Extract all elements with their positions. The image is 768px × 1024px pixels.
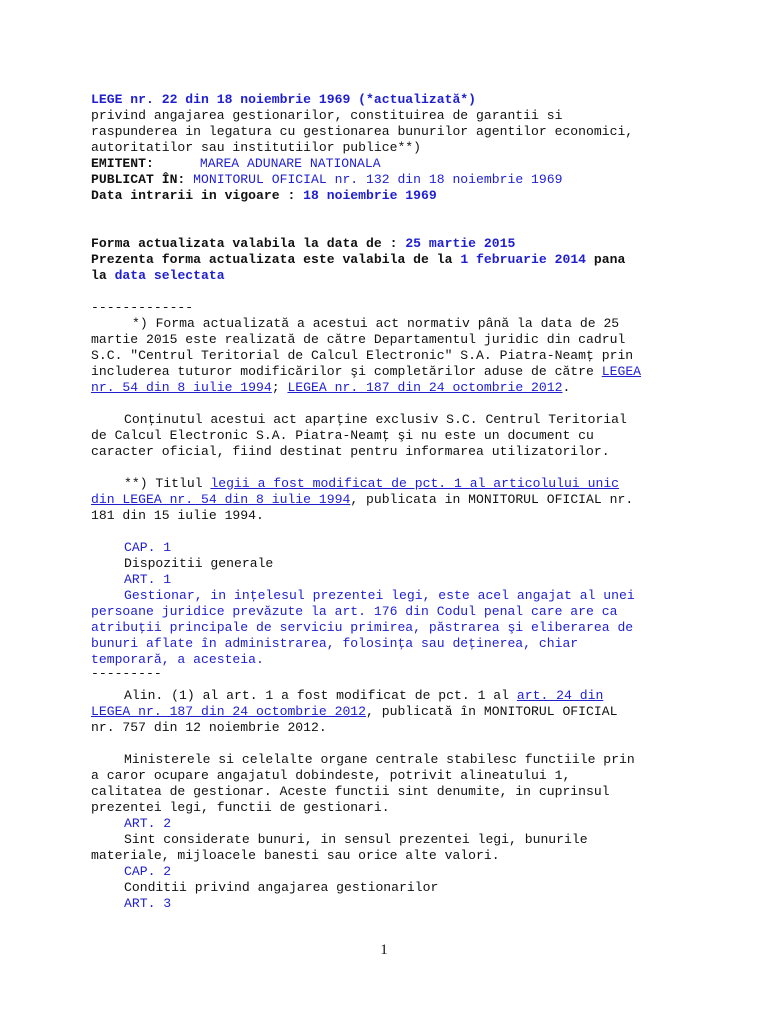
pana-word: pana xyxy=(593,252,626,267)
note2-line: Conţinutul acestui act aparţine exclusiv S.C. Centrul Teritorial xyxy=(124,412,627,427)
ministere-line: prezentei legi, functii de gestionari. xyxy=(91,800,390,815)
note2-line: caracter oficial, fiind destinat pentru informarea utilizatorilor. xyxy=(91,444,610,459)
law-subtitle-line: privind angajarea gestionarilor, constituirea de garantii si xyxy=(91,108,563,123)
ministere-line: Ministerele si celelalte organe centrale stabilesc functiile prin xyxy=(124,752,635,767)
legea-54-link[interactable]: LEGEA xyxy=(601,364,642,379)
vigoare-value: 18 noiembrie 1969 xyxy=(303,188,437,203)
prezenta-date: 1 februarie 2014 xyxy=(460,252,587,267)
data-selectata-link[interactable]: data selectata xyxy=(114,268,225,283)
note1-text: includerea tuturor modificărilor şi completărilor aduse de către xyxy=(91,364,594,379)
alin-note-line: nr. 757 din 12 noiembrie 2012. xyxy=(91,720,327,735)
forma-label: Forma actualizata valabila la data de : xyxy=(91,236,398,251)
cap2-heading[interactable]: CAP. 2 xyxy=(124,864,172,879)
separator: --------- xyxy=(91,666,162,681)
emitent-value: MAREA ADUNARE NATIONALA xyxy=(199,156,381,171)
alin-prefix: Alin. (1) al art. 1 a fost modificat de pct. 1 al xyxy=(124,688,510,703)
forma-date: 25 martie 2015 xyxy=(405,236,516,251)
note3-suffix: , publicata in MONITORUL OFICIAL nr. xyxy=(350,492,634,507)
cap1-title: Dispozitii generale xyxy=(124,556,274,571)
note3-prefix: **) Titlul xyxy=(124,476,203,491)
prezenta-row xyxy=(91,252,625,268)
note3-line: 181 din 15 iulie 1994. xyxy=(91,508,264,523)
art1-line: bunuri aflate în administrarea, folosinţa sau deţinerea, chiar xyxy=(91,636,579,651)
art2-line: Sint considerate bunuri, in sensul prezentei legi, bunurile xyxy=(124,832,588,847)
note1-separator: ; xyxy=(271,380,280,395)
law-subtitle-line: raspunderea in legatura cu gestionarea bunurilor agentilor economici, xyxy=(91,124,634,139)
publicat-row xyxy=(91,172,562,188)
note3-line xyxy=(91,492,633,508)
note1-line xyxy=(91,364,641,380)
legea-187-link[interactable]: LEGEA nr. 187 din 24 octombrie 2012 xyxy=(91,704,367,719)
art1-line: persoane juridice prevăzute la art. 176 din Codul penal care are ca xyxy=(91,604,618,619)
legea-187-link[interactable]: LEGEA nr. 187 din 24 octombrie 2012 xyxy=(287,380,563,395)
alin-note-line xyxy=(124,688,603,704)
art3-heading[interactable]: ART. 3 xyxy=(124,896,172,911)
legea-54-link[interactable]: nr. 54 din 8 iulie 1994 xyxy=(91,380,272,395)
la-word: la xyxy=(91,268,107,283)
alin-suffix: , publicată în MONITORUL OFICIAL xyxy=(366,704,618,719)
art2-line: materiale, mijloacele banesti sau orice alte valori. xyxy=(91,848,500,863)
art1-line: atribuţii principale de serviciu primirea, păstrarea şi eliberarea de xyxy=(91,620,634,635)
publicat-label: PUBLICAT ÎN: xyxy=(91,172,186,187)
emitent-row xyxy=(91,156,381,172)
prezenta-label: Prezenta forma actualizata este valabila de la xyxy=(91,252,453,267)
note1-line: *) Forma actualizată a acestui act normativ până la data de 25 xyxy=(132,316,620,331)
forma-row xyxy=(91,236,515,252)
cap1-heading[interactable]: CAP. 1 xyxy=(124,540,172,555)
separator: ------------- xyxy=(91,300,194,315)
note1-line: S.C. "Centrul Teritorial de Calcul Electronic" S.A. Piatra-Neamţ prin xyxy=(91,348,634,363)
art2-heading[interactable]: ART. 2 xyxy=(124,816,172,831)
note1-line xyxy=(91,380,570,396)
law-subtitle-line: autoritatilor sau institutiilor publice**) xyxy=(91,140,422,155)
publicat-value: MONITORUL OFICIAL nr. 132 din 18 noiembrie 1969 xyxy=(193,172,563,187)
page-number: 1 xyxy=(380,942,388,958)
ministere-line: a caror ocupare angajatul dobindeste, potrivit alineatului 1, xyxy=(91,768,571,783)
art1-line: Gestionar, in inţelesul prezentei legi, este acel angajat al unei xyxy=(124,588,635,603)
note3-line xyxy=(124,476,619,492)
cap2-title: Conditii privind angajarea gestionarilor xyxy=(124,880,439,895)
vigoare-row xyxy=(91,188,437,204)
note1-line: martie 2015 este realizată de către Departamentul juridic din cadrul xyxy=(91,332,626,347)
emitent-label: EMITENT: xyxy=(91,156,154,171)
note1-end: . xyxy=(562,380,571,395)
alin-note-line xyxy=(91,704,617,720)
ministere-line: calitatea de gestionar. Aceste functii sint denumite, in cuprinsul xyxy=(91,784,610,799)
art1-line: temporară, a acesteia. xyxy=(91,652,264,667)
legea-54-link[interactable]: din LEGEA nr. 54 din 8 iulie 1994 xyxy=(91,492,351,507)
vigoare-label: Data intrarii in vigoare : xyxy=(91,188,296,203)
law-title: LEGE nr. 22 din 18 noiembrie 1969 (*actualizată*) xyxy=(91,92,477,107)
art24-link[interactable]: art. 24 din xyxy=(516,688,604,703)
titlul-modificat-link[interactable]: legii a fost modificat de pct. 1 al articolului unic xyxy=(210,476,620,491)
la-row xyxy=(91,268,225,284)
note2-line: de Calcul Electronic S.A. Piatra-Neamţ şi nu este un document cu xyxy=(91,428,594,443)
art1-heading[interactable]: ART. 1 xyxy=(124,572,172,587)
